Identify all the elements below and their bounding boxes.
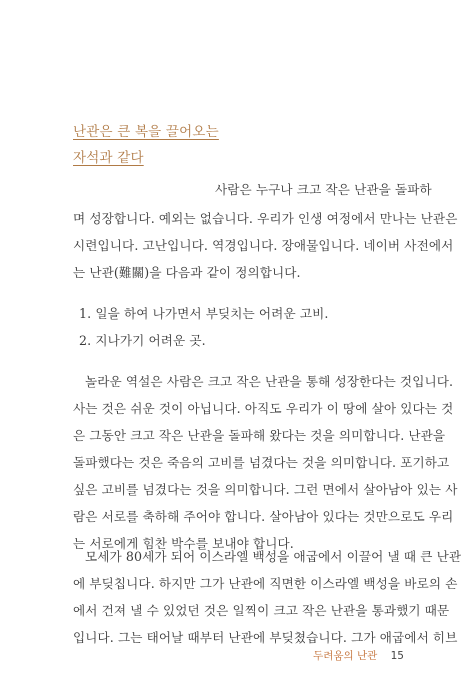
body-line: 시련입니다. 고난입니다. 역경입니다. 장애물입니다. 네이버 사전에서 <box>73 238 454 253</box>
body-line: 사는 것은 쉬운 것이 아닙니다. 아직도 우리가 이 땅에 살아 있다는 것 <box>73 401 454 416</box>
body-line: 놀라운 역설은 사람은 크고 작은 난관을 통해 성장한다는 것입니다. <box>85 374 454 389</box>
body-line: 싶은 고비를 넘겼다는 것을 의미합니다. 그런 면에서 살아남아 있는 사 <box>73 482 458 497</box>
body-line: 입니다. 그는 태어날 때부터 난관에 부딪쳤습니다. 그가 애굽에서 히브 <box>73 630 458 645</box>
page-number: 15 <box>390 650 404 662</box>
body-line: 은 그동안 크고 작은 난관을 돌파해 왔다는 것을 의미합니다. 난관을 <box>73 428 446 443</box>
body-line: 돌파했다는 것은 죽음의 고비를 넘겼다는 것을 의미합니다. 포기하고 <box>73 455 450 470</box>
section-heading-line-1: 난관은 큰 복을 끌어오는 <box>73 124 219 140</box>
body-line: 사람은 누구나 크고 작은 난관을 돌파하 <box>215 182 432 197</box>
body-line: 에서 건져 낼 수 있었던 것은 일찍이 크고 작은 난관을 통과했기 때문 <box>73 603 450 618</box>
running-chapter-title: 두려움의 난관 <box>313 650 378 662</box>
definition-item: 1. 일을 하여 나가면서 부딪치는 어려운 고비. <box>79 306 329 321</box>
body-line: 모세가 80세가 되어 이스라엘 백성을 애굽에서 이끌어 낼 때 큰 난관 <box>85 549 462 564</box>
body-line: 에 부딪칩니다. 하지만 그가 난관에 직면한 이스라엘 백성을 바로의 손 <box>73 576 458 591</box>
page-footer <box>313 648 404 663</box>
body-line: 는 난관(難關)을 다음과 같이 정의합니다. <box>73 265 301 280</box>
section-heading-line-2: 자석과 같다 <box>73 150 144 166</box>
definition-item: 2. 지나가기 어려운 곳. <box>79 333 206 348</box>
body-line: 람은 서로를 축하해 주어야 합니다. 살아남아 있다는 것만으로도 우리 <box>73 509 454 524</box>
body-line: 며 성장합니다. 예외는 없습니다. 우리가 인생 여정에서 만나는 난관은 <box>73 211 458 226</box>
body-line: 는 서로에게 힘찬 박수를 보내야 합니다. <box>73 536 294 551</box>
